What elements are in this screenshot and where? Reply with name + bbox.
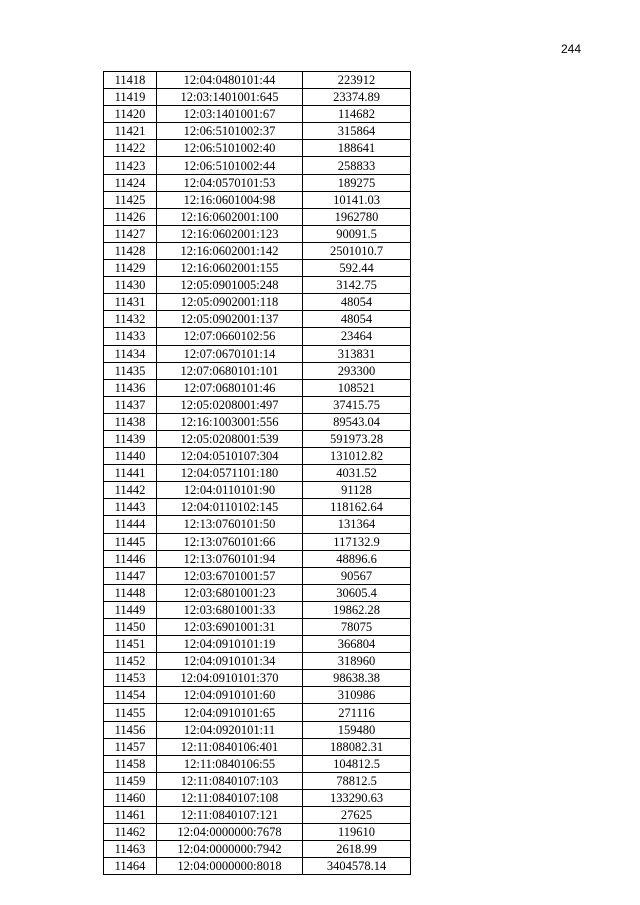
value-cell: 188641 bbox=[303, 140, 411, 157]
row-number-cell: 11458 bbox=[104, 755, 157, 772]
row-number-cell: 11449 bbox=[104, 601, 157, 618]
table-row bbox=[104, 72, 411, 89]
cadastral-number-cell: 12:04:0000000:7678 bbox=[157, 824, 303, 841]
table-row bbox=[104, 260, 411, 277]
data-table bbox=[103, 71, 411, 875]
cadastral-number-cell: 12:03:6701001:57 bbox=[157, 567, 303, 584]
cadastral-number-cell: 12:05:0208001:539 bbox=[157, 430, 303, 447]
table-row bbox=[104, 396, 411, 413]
table-row bbox=[104, 584, 411, 601]
cadastral-number-cell: 12:11:0840106:401 bbox=[157, 738, 303, 755]
value-cell: 89543.04 bbox=[303, 413, 411, 430]
cadastral-number-cell: 12:03:6901001:31 bbox=[157, 619, 303, 636]
row-number-cell: 11431 bbox=[104, 294, 157, 311]
table-row bbox=[104, 157, 411, 174]
row-number-cell: 11464 bbox=[104, 858, 157, 875]
value-cell: 313831 bbox=[303, 345, 411, 362]
value-cell: 48896.6 bbox=[303, 550, 411, 567]
table-row bbox=[104, 687, 411, 704]
value-cell: 592.44 bbox=[303, 260, 411, 277]
table-row bbox=[104, 362, 411, 379]
row-number-cell: 11451 bbox=[104, 636, 157, 653]
cadastral-number-cell: 12:04:0910101:60 bbox=[157, 687, 303, 704]
table-row bbox=[104, 328, 411, 345]
cadastral-number-cell: 12:04:0920101:11 bbox=[157, 721, 303, 738]
cadastral-number-cell: 12:05:0901005:248 bbox=[157, 277, 303, 294]
table-row bbox=[104, 619, 411, 636]
value-cell: 78075 bbox=[303, 619, 411, 636]
cadastral-number-cell: 12:05:0208001:497 bbox=[157, 396, 303, 413]
row-number-cell: 11440 bbox=[104, 448, 157, 465]
cadastral-number-cell: 12:05:0902001:137 bbox=[157, 311, 303, 328]
table-row bbox=[104, 841, 411, 858]
cadastral-number-cell: 12:13:0760101:50 bbox=[157, 516, 303, 533]
row-number-cell: 11437 bbox=[104, 396, 157, 413]
table-row bbox=[104, 311, 411, 328]
row-number-cell: 11423 bbox=[104, 157, 157, 174]
value-cell: 131364 bbox=[303, 516, 411, 533]
value-cell: 293300 bbox=[303, 362, 411, 379]
row-number-cell: 11445 bbox=[104, 533, 157, 550]
row-number-cell: 11435 bbox=[104, 362, 157, 379]
row-number-cell: 11438 bbox=[104, 413, 157, 430]
cadastral-number-cell: 12:03:6801001:23 bbox=[157, 584, 303, 601]
row-number-cell: 11427 bbox=[104, 225, 157, 242]
value-cell: 366804 bbox=[303, 636, 411, 653]
table-row bbox=[104, 174, 411, 191]
value-cell: 258833 bbox=[303, 157, 411, 174]
table-row bbox=[104, 294, 411, 311]
cadastral-number-cell: 12:04:0000000:8018 bbox=[157, 858, 303, 875]
value-cell: 318960 bbox=[303, 653, 411, 670]
cadastral-number-cell: 12:04:0910101:65 bbox=[157, 704, 303, 721]
value-cell: 48054 bbox=[303, 311, 411, 328]
row-number-cell: 11419 bbox=[104, 89, 157, 106]
cadastral-number-cell: 12:16:0602001:155 bbox=[157, 260, 303, 277]
table-row bbox=[104, 499, 411, 516]
value-cell: 78812.5 bbox=[303, 772, 411, 789]
table-row bbox=[104, 807, 411, 824]
cadastral-number-cell: 12:16:1003001:556 bbox=[157, 413, 303, 430]
cadastral-number-cell: 12:04:0910101:34 bbox=[157, 653, 303, 670]
value-cell: 108521 bbox=[303, 379, 411, 396]
table-row bbox=[104, 824, 411, 841]
table-row bbox=[104, 140, 411, 157]
cadastral-number-cell: 12:06:5101002:37 bbox=[157, 123, 303, 140]
value-cell: 2501010.7 bbox=[303, 242, 411, 259]
cadastral-number-cell: 12:16:0601004:98 bbox=[157, 191, 303, 208]
row-number-cell: 11433 bbox=[104, 328, 157, 345]
value-cell: 591973.28 bbox=[303, 430, 411, 447]
table-row bbox=[104, 277, 411, 294]
table-row bbox=[104, 208, 411, 225]
cadastral-number-cell: 12:04:0510107:304 bbox=[157, 448, 303, 465]
table-row bbox=[104, 465, 411, 482]
row-number-cell: 11441 bbox=[104, 465, 157, 482]
row-number-cell: 11459 bbox=[104, 772, 157, 789]
table-row bbox=[104, 738, 411, 755]
cadastral-number-cell: 12:16:0602001:100 bbox=[157, 208, 303, 225]
table-row bbox=[104, 379, 411, 396]
row-number-cell: 11447 bbox=[104, 567, 157, 584]
cadastral-number-cell: 12:11:0840107:103 bbox=[157, 772, 303, 789]
value-cell: 37415.75 bbox=[303, 396, 411, 413]
row-number-cell: 11421 bbox=[104, 123, 157, 140]
cadastral-number-cell: 12:11:0840107:121 bbox=[157, 807, 303, 824]
value-cell: 188082.31 bbox=[303, 738, 411, 755]
table-row bbox=[104, 789, 411, 806]
value-cell: 1962780 bbox=[303, 208, 411, 225]
value-cell: 3142.75 bbox=[303, 277, 411, 294]
table-row bbox=[104, 448, 411, 465]
cadastral-number-cell: 12:04:0480101:44 bbox=[157, 72, 303, 89]
row-number-cell: 11456 bbox=[104, 721, 157, 738]
row-number-cell: 11442 bbox=[104, 482, 157, 499]
cadastral-number-cell: 12:06:5101002:44 bbox=[157, 157, 303, 174]
value-cell: 119610 bbox=[303, 824, 411, 841]
value-cell: 133290.63 bbox=[303, 789, 411, 806]
cadastral-number-cell: 12:03:1401001:67 bbox=[157, 106, 303, 123]
value-cell: 223912 bbox=[303, 72, 411, 89]
value-cell: 30605.4 bbox=[303, 584, 411, 601]
table-row bbox=[104, 567, 411, 584]
value-cell: 159480 bbox=[303, 721, 411, 738]
table-row bbox=[104, 550, 411, 567]
row-number-cell: 11428 bbox=[104, 242, 157, 259]
table-row bbox=[104, 653, 411, 670]
row-number-cell: 11454 bbox=[104, 687, 157, 704]
row-number-cell: 11448 bbox=[104, 584, 157, 601]
value-cell: 19862.28 bbox=[303, 601, 411, 618]
table-body bbox=[104, 72, 411, 875]
value-cell: 23374.89 bbox=[303, 89, 411, 106]
table-row bbox=[104, 345, 411, 362]
table-row bbox=[104, 704, 411, 721]
cadastral-number-cell: 12:11:0840107:108 bbox=[157, 789, 303, 806]
row-number-cell: 11418 bbox=[104, 72, 157, 89]
row-number-cell: 11452 bbox=[104, 653, 157, 670]
row-number-cell: 11439 bbox=[104, 430, 157, 447]
cadastral-number-cell: 12:05:0902001:118 bbox=[157, 294, 303, 311]
row-number-cell: 11429 bbox=[104, 260, 157, 277]
cadastral-number-cell: 12:06:5101002:40 bbox=[157, 140, 303, 157]
value-cell: 48054 bbox=[303, 294, 411, 311]
cadastral-number-cell: 12:13:0760101:66 bbox=[157, 533, 303, 550]
cadastral-number-cell: 12:04:0570101:53 bbox=[157, 174, 303, 191]
table-row bbox=[104, 225, 411, 242]
page-number: 244 bbox=[560, 42, 581, 56]
cadastral-number-cell: 12:13:0760101:94 bbox=[157, 550, 303, 567]
cadastral-number-cell: 12:16:0602001:142 bbox=[157, 242, 303, 259]
cadastral-number-cell: 12:04:0571101:180 bbox=[157, 465, 303, 482]
row-number-cell: 11444 bbox=[104, 516, 157, 533]
cadastral-number-cell: 12:04:0910101:370 bbox=[157, 670, 303, 687]
value-cell: 104812.5 bbox=[303, 755, 411, 772]
cadastral-number-cell: 12:11:0840106:55 bbox=[157, 755, 303, 772]
value-cell: 98638.38 bbox=[303, 670, 411, 687]
cadastral-number-cell: 12:04:0000000:7942 bbox=[157, 841, 303, 858]
row-number-cell: 11436 bbox=[104, 379, 157, 396]
table-row bbox=[104, 242, 411, 259]
value-cell: 114682 bbox=[303, 106, 411, 123]
value-cell: 2618.99 bbox=[303, 841, 411, 858]
table-row bbox=[104, 533, 411, 550]
row-number-cell: 11443 bbox=[104, 499, 157, 516]
table-row bbox=[104, 670, 411, 687]
value-cell: 4031.52 bbox=[303, 465, 411, 482]
value-cell: 27625 bbox=[303, 807, 411, 824]
table-row bbox=[104, 123, 411, 140]
table-row bbox=[104, 858, 411, 875]
table-row bbox=[104, 106, 411, 123]
value-cell: 23464 bbox=[303, 328, 411, 345]
cadastral-number-cell: 12:04:0910101:19 bbox=[157, 636, 303, 653]
table-row bbox=[104, 755, 411, 772]
row-number-cell: 11457 bbox=[104, 738, 157, 755]
value-cell: 131012.82 bbox=[303, 448, 411, 465]
row-number-cell: 11422 bbox=[104, 140, 157, 157]
table-row bbox=[104, 89, 411, 106]
cadastral-number-cell: 12:04:0110102:145 bbox=[157, 499, 303, 516]
value-cell: 117132.9 bbox=[303, 533, 411, 550]
cadastral-number-cell: 12:03:6801001:33 bbox=[157, 601, 303, 618]
table-row bbox=[104, 601, 411, 618]
row-number-cell: 11434 bbox=[104, 345, 157, 362]
cadastral-number-cell: 12:03:1401001:645 bbox=[157, 89, 303, 106]
table-row bbox=[104, 430, 411, 447]
row-number-cell: 11460 bbox=[104, 789, 157, 806]
row-number-cell: 11446 bbox=[104, 550, 157, 567]
cadastral-number-cell: 12:07:0670101:14 bbox=[157, 345, 303, 362]
row-number-cell: 11430 bbox=[104, 277, 157, 294]
row-number-cell: 11425 bbox=[104, 191, 157, 208]
row-number-cell: 11462 bbox=[104, 824, 157, 841]
table-row bbox=[104, 721, 411, 738]
value-cell: 90091.5 bbox=[303, 225, 411, 242]
table-row bbox=[104, 413, 411, 430]
row-number-cell: 11461 bbox=[104, 807, 157, 824]
row-number-cell: 11455 bbox=[104, 704, 157, 721]
table-row bbox=[104, 191, 411, 208]
row-number-cell: 11463 bbox=[104, 841, 157, 858]
table-row bbox=[104, 772, 411, 789]
value-cell: 271116 bbox=[303, 704, 411, 721]
value-cell: 310986 bbox=[303, 687, 411, 704]
row-number-cell: 11432 bbox=[104, 311, 157, 328]
value-cell: 10141.03 bbox=[303, 191, 411, 208]
value-cell: 189275 bbox=[303, 174, 411, 191]
table-row bbox=[104, 636, 411, 653]
cadastral-number-cell: 12:07:0680101:101 bbox=[157, 362, 303, 379]
value-cell: 90567 bbox=[303, 567, 411, 584]
value-cell: 91128 bbox=[303, 482, 411, 499]
row-number-cell: 11424 bbox=[104, 174, 157, 191]
table-row bbox=[104, 516, 411, 533]
row-number-cell: 11420 bbox=[104, 106, 157, 123]
cadastral-number-cell: 12:07:0680101:46 bbox=[157, 379, 303, 396]
table-row bbox=[104, 482, 411, 499]
value-cell: 3404578.14 bbox=[303, 858, 411, 875]
value-cell: 315864 bbox=[303, 123, 411, 140]
cadastral-number-cell: 12:16:0602001:123 bbox=[157, 225, 303, 242]
cadastral-number-cell: 12:04:0110101:90 bbox=[157, 482, 303, 499]
row-number-cell: 11450 bbox=[104, 619, 157, 636]
value-cell: 118162.64 bbox=[303, 499, 411, 516]
row-number-cell: 11426 bbox=[104, 208, 157, 225]
row-number-cell: 11453 bbox=[104, 670, 157, 687]
cadastral-number-cell: 12:07:0660102:56 bbox=[157, 328, 303, 345]
